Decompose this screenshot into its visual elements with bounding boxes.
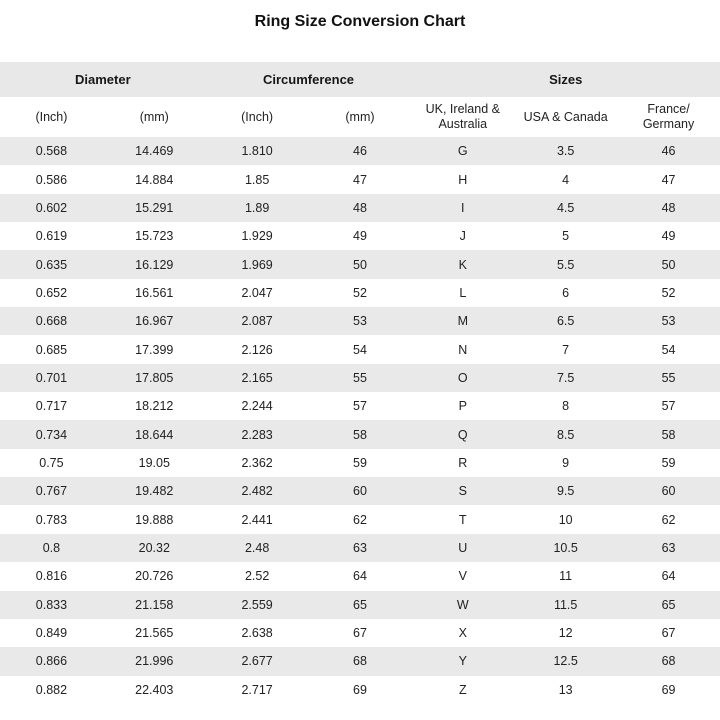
table-cell: 59 — [661, 455, 676, 470]
table-cell: 0.783 — [35, 512, 68, 527]
table-cell: 14.469 — [135, 144, 174, 159]
table-cell: 0.652 — [35, 285, 68, 300]
table-cell: 67 — [661, 626, 676, 641]
table-cell: 0.635 — [35, 257, 68, 272]
table-cell: 67 — [353, 626, 367, 641]
table-cell: H — [458, 172, 468, 187]
table-cell: 20.726 — [135, 569, 174, 584]
table-cell: 59 — [353, 455, 367, 470]
table-cell: 63 — [353, 540, 367, 555]
table-cell: 0.685 — [35, 342, 68, 357]
table-row — [0, 420, 720, 448]
table-cell: 1.810 — [241, 144, 273, 159]
table-cell: 16.129 — [135, 257, 174, 272]
table-cell: 2.638 — [241, 626, 273, 641]
group-header-sizes: Sizes — [411, 62, 720, 97]
table-cell: 2.362 — [241, 455, 273, 470]
table-row — [0, 647, 720, 675]
table-cell: 49 — [661, 229, 676, 244]
table-cell: 1.969 — [241, 257, 273, 272]
table-cell: 12.5 — [553, 654, 578, 669]
table-cell: 0.75 — [39, 455, 64, 470]
table-row — [0, 279, 720, 307]
table-cell: 4 — [562, 172, 570, 187]
table-cell: 0.767 — [35, 484, 68, 499]
column-header-france-germany: France/ Germany — [617, 97, 720, 137]
table-cell: 50 — [353, 257, 367, 272]
column-header-diameter-inch: (Inch) — [0, 97, 103, 137]
column-header-row — [0, 97, 720, 137]
table-row — [0, 165, 720, 193]
column-header-uk-ireland-australia: UK, Ireland & Australia — [411, 97, 514, 137]
table-cell: 2.244 — [241, 399, 273, 414]
table-cell: 5 — [562, 229, 570, 244]
table-cell: 55 — [661, 370, 676, 385]
table-header — [0, 62, 720, 137]
table-row — [0, 137, 720, 165]
table-cell: 15.291 — [135, 200, 174, 215]
table-cell: 9.5 — [556, 484, 575, 499]
table-cell: 52 — [353, 285, 367, 300]
table-cell: 54 — [661, 342, 676, 357]
table-row — [0, 619, 720, 647]
group-header-row — [0, 62, 720, 97]
page-title: Ring Size Conversion Chart — [254, 13, 466, 30]
table-cell: 54 — [353, 342, 367, 357]
table-row — [0, 477, 720, 505]
table-cell: 0.619 — [35, 229, 68, 244]
table-cell: 10 — [558, 512, 573, 527]
table-cell: 2.482 — [241, 484, 273, 499]
table-cell: 21.996 — [135, 654, 174, 669]
table-cell: K — [458, 257, 467, 272]
table-cell: I — [461, 200, 465, 215]
table-cell: 8 — [562, 399, 570, 414]
column-header-circumference-inch: (Inch) — [206, 97, 309, 137]
table-row — [0, 307, 720, 335]
table-cell: W — [456, 597, 469, 612]
table-cell: 7 — [562, 342, 570, 357]
column-header-diameter-mm: (mm) — [103, 97, 206, 137]
table-cell: T — [458, 512, 467, 527]
table-cell: 68 — [353, 654, 367, 669]
table-cell: 6.5 — [556, 314, 575, 329]
table-cell: 11 — [559, 569, 573, 584]
table-cell: 62 — [353, 512, 367, 527]
table-cell: 10.5 — [553, 540, 578, 555]
table-cell: 16.561 — [135, 285, 174, 300]
table-cell: 6 — [562, 285, 570, 300]
table-cell: 1.929 — [241, 229, 273, 244]
table-cell: 2.52 — [244, 569, 270, 584]
table-cell: 16.967 — [135, 314, 174, 329]
table-cell: 2.087 — [241, 314, 273, 329]
table-row — [0, 250, 720, 278]
table-cell: 19.05 — [138, 455, 170, 470]
table-cell: 48 — [661, 200, 676, 215]
table-cell: R — [458, 455, 468, 470]
table-cell: 46 — [353, 144, 367, 159]
table-cell: 57 — [661, 399, 676, 414]
table-row — [0, 505, 720, 533]
table-cell: 60 — [661, 484, 676, 499]
table-row — [0, 534, 720, 562]
ring-size-conversion-table — [0, 62, 720, 704]
table-cell: 0.8 — [42, 540, 61, 555]
table-cell: 47 — [661, 172, 676, 187]
table-cell: 53 — [661, 314, 676, 329]
table-cell: 69 — [353, 682, 367, 697]
table-cell: O — [457, 370, 468, 385]
table-cell: 8.5 — [556, 427, 575, 442]
table-cell: 17.399 — [135, 342, 174, 357]
table-row — [0, 194, 720, 222]
table-cell: 12 — [558, 626, 573, 641]
table-row — [0, 449, 720, 477]
table-row — [0, 364, 720, 392]
table-cell: 65 — [353, 597, 367, 612]
table-cell: G — [457, 144, 468, 159]
table-cell: 68 — [661, 654, 676, 669]
table-cell: 4.5 — [556, 200, 575, 215]
table-cell: 65 — [661, 597, 676, 612]
table-cell: 60 — [353, 484, 367, 499]
table-cell: 2.559 — [241, 597, 273, 612]
table-cell: 0.568 — [35, 144, 68, 159]
table-cell: V — [458, 569, 467, 584]
table-cell: 58 — [353, 427, 367, 442]
table-cell: 1.85 — [244, 172, 270, 187]
column-header-circumference-mm: (mm) — [309, 97, 412, 137]
table-cell: 13 — [558, 682, 573, 697]
table-cell: Q — [457, 427, 468, 442]
table-cell: 2.283 — [241, 427, 273, 442]
table-cell: 0.849 — [35, 626, 68, 641]
table-cell: 14.884 — [135, 172, 174, 187]
table-cell: 2.165 — [241, 370, 273, 385]
table-cell: P — [458, 399, 467, 414]
table-body — [0, 137, 720, 704]
table-cell: 0.701 — [35, 370, 68, 385]
table-cell: 52 — [661, 285, 676, 300]
table-cell: Y — [458, 654, 467, 669]
table-cell: 21.158 — [135, 597, 174, 612]
table-cell: 0.602 — [35, 200, 68, 215]
table-cell: 7.5 — [556, 370, 575, 385]
table-row — [0, 392, 720, 420]
table-cell: 3.5 — [556, 144, 575, 159]
table-cell: 64 — [661, 569, 676, 584]
table-cell: X — [458, 626, 467, 641]
table-cell: 17.805 — [135, 370, 174, 385]
group-header-diameter: Diameter — [0, 62, 206, 97]
table-cell: L — [459, 285, 467, 300]
table-cell: 48 — [353, 200, 367, 215]
table-cell: 9 — [562, 455, 570, 470]
table-cell: 1.89 — [244, 200, 270, 215]
table-row — [0, 222, 720, 250]
table-cell: 0.833 — [35, 597, 68, 612]
table-cell: 57 — [353, 399, 367, 414]
table-cell: 20.32 — [138, 540, 170, 555]
table-cell: 58 — [661, 427, 676, 442]
table-cell: 53 — [353, 314, 367, 329]
table-cell: 2.441 — [241, 512, 273, 527]
table-cell: 50 — [661, 257, 676, 272]
table-cell: 2.126 — [241, 342, 273, 357]
table-cell: 15.723 — [135, 229, 174, 244]
table-cell: 63 — [661, 540, 676, 555]
table-row — [0, 591, 720, 619]
table-cell: 55 — [353, 370, 367, 385]
table-cell: J — [459, 229, 466, 244]
table-cell: U — [458, 540, 468, 555]
table-cell: 19.888 — [135, 512, 174, 527]
table-row — [0, 335, 720, 363]
table-cell: 0.816 — [35, 569, 68, 584]
column-header-usa-canada: USA & Canada — [514, 97, 617, 137]
table-cell: 46 — [661, 144, 676, 159]
group-header-circumference: Circumference — [206, 62, 412, 97]
table-cell: 0.717 — [35, 399, 68, 414]
table-cell: 22.403 — [135, 682, 174, 697]
table-cell: Z — [458, 682, 467, 697]
table-cell: 69 — [661, 682, 676, 697]
table-cell: 5.5 — [556, 257, 575, 272]
table-cell: 0.866 — [35, 654, 68, 669]
table-cell: 2.677 — [241, 654, 273, 669]
table-cell: 19.482 — [135, 484, 174, 499]
table-cell: 11.5 — [553, 597, 578, 612]
table-cell: 0.668 — [35, 314, 68, 329]
table-cell: 62 — [661, 512, 676, 527]
table-row — [0, 676, 720, 704]
table-cell: 2.047 — [241, 285, 273, 300]
table-cell: 18.644 — [135, 427, 174, 442]
table-cell: 49 — [353, 229, 367, 244]
table-cell: M — [457, 314, 468, 329]
table-cell: 0.586 — [35, 172, 68, 187]
table-cell: 2.717 — [241, 682, 273, 697]
table-cell: 64 — [353, 569, 367, 584]
table-cell: 18.212 — [135, 399, 174, 414]
table-cell: 47 — [353, 172, 367, 187]
table-cell: 0.882 — [35, 682, 68, 697]
table-row — [0, 562, 720, 590]
table-cell: 2.48 — [244, 540, 270, 555]
table-cell: 0.734 — [35, 427, 68, 442]
table-cell: N — [458, 342, 468, 357]
ring-size-conversion-page — [0, 12, 720, 704]
table-cell: 21.565 — [135, 626, 174, 641]
table-cell: S — [458, 484, 467, 499]
